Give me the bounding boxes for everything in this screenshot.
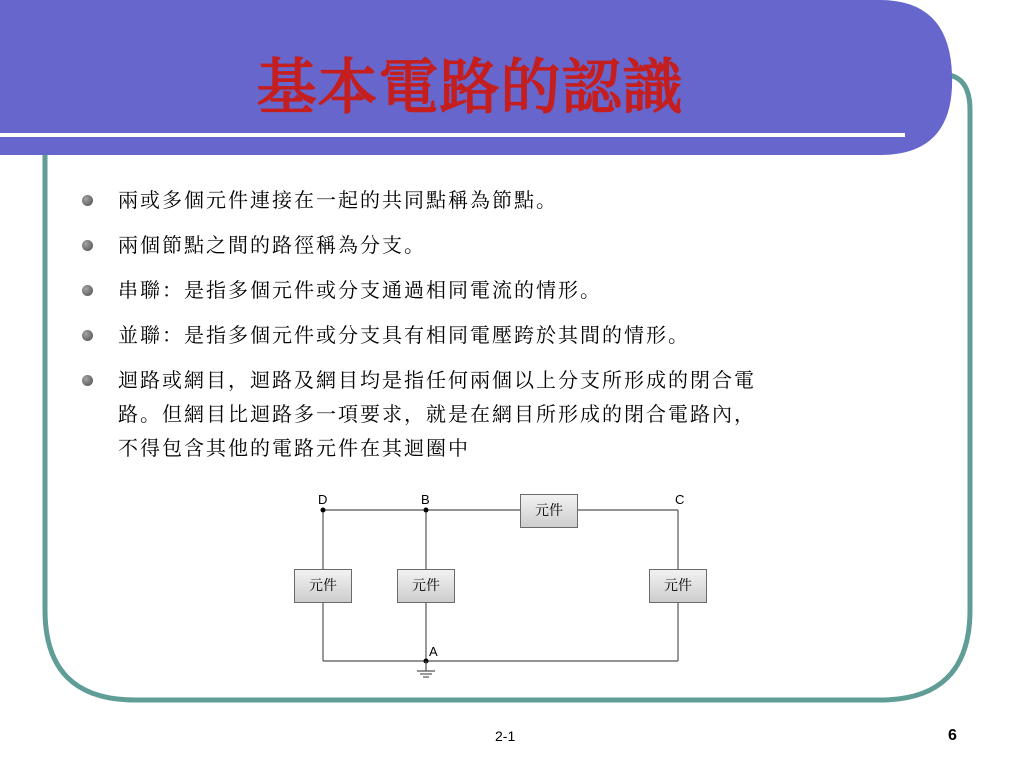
node-b-dot: [424, 508, 429, 513]
title-underline: [0, 133, 905, 137]
bullet-list: [82, 183, 952, 476]
bullet-item: [82, 318, 952, 352]
footer-section: 2-1: [495, 728, 516, 744]
page-number: 6: [948, 727, 957, 744]
bullet-text-line: 迴路或網目，迴路及網目均是指任何兩個以上分支所形成的閉合電: [118, 368, 756, 392]
component-top: 元件: [520, 494, 578, 528]
bullet-text-line: 路。但網目比迴路多一項要求，就是在網目所形成的閉合電路內，: [118, 402, 756, 426]
bullet-dot-icon: [82, 195, 93, 206]
bullet-item: [82, 228, 952, 262]
bullet-dot-icon: [82, 330, 93, 341]
component-left: 元件: [294, 569, 352, 603]
bullet-dot-icon: [82, 285, 93, 296]
node-label-d: D: [318, 492, 328, 507]
bullet-text-line: 不得包含其他的電路元件在其迴圈中: [118, 436, 470, 460]
node-label-b: B: [421, 492, 430, 507]
bullet-text: 並聯：是指多個元件或分支具有相同電壓跨於其間的情形。: [118, 323, 690, 347]
bullet-item: [82, 183, 952, 217]
bullet-item: [82, 273, 952, 307]
bullet-text: 串聯：是指多個元件或分支通過相同電流的情形。: [118, 278, 602, 302]
bullet-dot-icon: [82, 240, 93, 251]
node-d-dot: [321, 508, 326, 513]
node-label-c: C: [675, 492, 685, 507]
bullet-text: 兩或多個元件連接在一起的共同點稱為節點。: [118, 188, 558, 212]
component-middle: 元件: [397, 569, 455, 603]
bullet-text: 兩個節點之間的路徑稱為分支。: [118, 233, 426, 257]
circuit-diagram: [290, 485, 750, 695]
component-right: 元件: [649, 569, 707, 603]
bullet-dot-icon: [82, 375, 93, 386]
bullet-item: [82, 363, 952, 465]
slide-title: 基本電路的認識: [256, 53, 684, 123]
node-label-a: A: [429, 644, 438, 659]
